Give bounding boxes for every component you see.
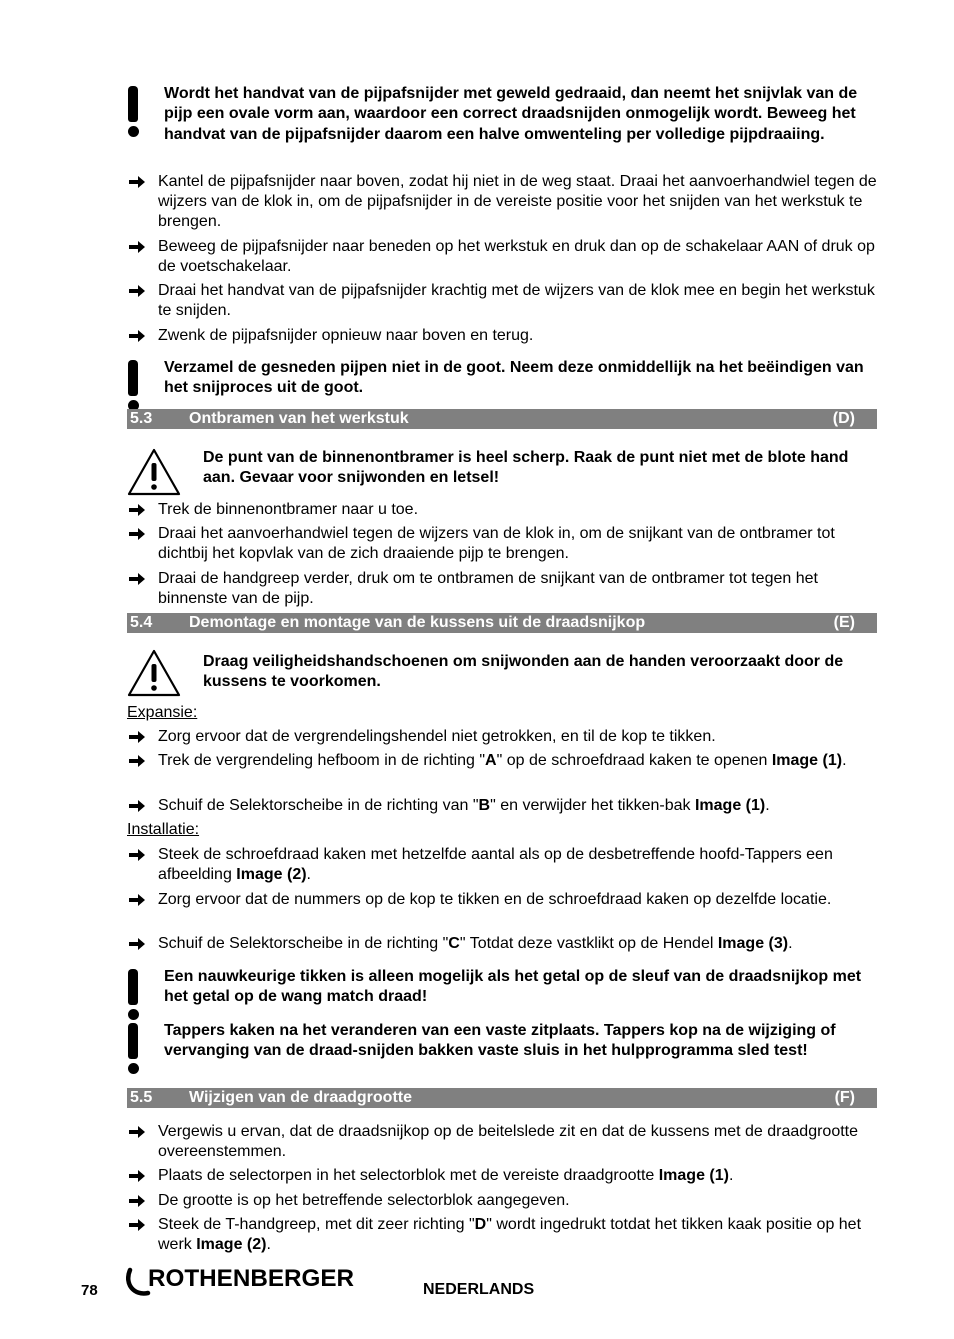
list-item: De grootte is op het betreffende selectorblok aangegeven. [129, 1191, 877, 1211]
svg-text:ROTHENBERGER: ROTHENBERGER [148, 1265, 354, 1292]
list-item: Vergewis u ervan, dat de draadsnijkop op de beitelslede zit en dat de kussens met de draadgrootte overeenstemmen. [129, 1122, 877, 1162]
arrow-right-icon [129, 569, 145, 585]
warning-triangle-icon [127, 448, 181, 496]
notice-text: Tappers kaken na het veranderen van een vaste zitplaats. Tappers kop na de wijziging of vervanging van de draad-snijden bakken vaste sluis in het hulpprogramma sled test! [164, 1022, 836, 1060]
list-item: Schuif de Selektorscheibe in de richting "C" Totdat deze vastklikt op de Hendel Image (3). [129, 934, 877, 954]
list-item: Steek de T-handgreep, met dit zeer richting "D" wordt ingedrukt totdat het tikken kaak positie op het werk Image (2). [129, 1215, 877, 1255]
list-item: Zorg ervoor dat de nummers op de kop te tikken en de schroefdraad kaken op dezelfde locatie. [129, 890, 877, 910]
list-item: Draai het handvat van de pijpafsnijder krachtig met de wijzers van de klok mee en begin het werkstuk te snijden. [129, 281, 877, 321]
list-item: Kantel de pijpafsnijder naar boven, zodat hij niet in de weg staat. Draai het aanvoerhandwiel tegen de wijzers van de klok in, om de pijpafsnijder in de vereiste positie voor het snijden van het werkstuk te brengen. [129, 172, 877, 233]
list-item: Trek de vergrendeling hefboom in de richting "A" op de schroefdraad kaken te openen Image (1). [129, 751, 877, 771]
subheading-installatie: Installatie: [127, 821, 200, 838]
list-item: Plaats de selectorpen in het selectorblok met de vereiste draadgrootte Image (1). [129, 1166, 877, 1186]
notice-text: Een nauwkeurige tikken is alleen mogelijk als het getal op de sleuf van de draadsnijkop met het getal op de wang match draad! [164, 968, 862, 1006]
caution-notice [127, 84, 877, 145]
arrow-right-icon [129, 890, 145, 906]
warning-text: De punt van de binnenontbramer is heel scherp. Raak de punt niet met de blote hand aan. Gevaar voor snijwonden en letsel! [203, 449, 849, 487]
arrow-right-icon [129, 237, 145, 253]
arrow-right-icon [129, 281, 145, 297]
arrow-right-icon [129, 751, 145, 767]
list-item: Schuif de Selektorscheibe in de richting van "B" en verwijder het tikken-bak Image (1). [129, 796, 877, 816]
section-heading-5-5: 5.5 Wijzigen van de draadgrootte (F) [127, 1088, 877, 1108]
arrow-right-icon [129, 796, 145, 812]
list-item: Zwenk de pijpafsnijder opnieuw naar boven en terug. [129, 326, 877, 346]
list-item: Steek de schroefdraad kaken met hetzelfde aantal als op de desbetreffende hoofd-Tappers een afbeelding Image (2). [129, 845, 877, 885]
list-item: Draai de handgreep verder, druk om te ontbramen de snijkant van de ontbramer tot tegen het binnenste van de pijp. [129, 569, 877, 609]
caution-notice [127, 1021, 877, 1062]
list-item: Trek de binnenontbramer naar u toe. [129, 500, 877, 520]
page-number: 78 [81, 1282, 98, 1299]
arrow-right-icon [129, 326, 145, 342]
language-label: NEDERLANDS [423, 1281, 535, 1298]
arrow-right-icon [129, 845, 145, 861]
notice-text: Wordt het handvat van de pijpafsnijder met geweld gedraaid, dan neemt het snijvlak van de pijp een ovale vorm aan, waardoor een correct draadsnijden onmogelijk wordt. Beweeg het handvat van de pijpafsnijder daarom een halve omwenteling per volledige pijpdraaiing. [164, 85, 858, 143]
arrow-right-icon [129, 500, 145, 516]
list-item: Zorg ervoor dat de vergrendelingshendel niet getrokken, en til de kop te tikken. [129, 727, 877, 747]
warning-triangle-icon [127, 649, 181, 697]
list-item: Beweeg de pijpafsnijder naar beneden op het werkstuk en druk dan op de schakelaar AAN of druk op de voetschakelaar. [129, 237, 877, 277]
arrow-right-icon [129, 934, 145, 950]
arrow-right-icon [129, 172, 145, 188]
exclamation-icon [127, 1023, 141, 1074]
caution-notice [127, 967, 877, 1008]
exclamation-icon [127, 86, 141, 137]
arrow-right-icon [129, 524, 145, 540]
section-heading-5-4: 5.4 Demontage en montage van de kussens uit de draadsnijkop (E) [127, 613, 877, 633]
section-heading-5-3: 5.3 Ontbramen van het werkstuk (D) [127, 409, 877, 429]
arrow-right-icon [129, 1166, 145, 1182]
rothenberger-logo [126, 1262, 362, 1303]
warning-text: Draag veiligheidshandschoenen om snijwonden aan de handen veroorzaakt door de kussens te voorkomen. [203, 653, 844, 691]
arrow-right-icon [129, 1191, 145, 1207]
arrow-right-icon [129, 727, 145, 743]
warning-notice [127, 448, 877, 489]
exclamation-icon [127, 360, 141, 411]
arrow-right-icon [129, 1215, 145, 1231]
caution-notice [127, 358, 877, 399]
subheading-expansie: Expansie: [127, 704, 198, 721]
arrow-right-icon [129, 1122, 145, 1138]
warning-notice [127, 649, 877, 693]
notice-text: Verzamel de gesneden pijpen niet in de goot. Neem deze onmiddellijk na het beëindigen van het snijproces uit de goot. [164, 359, 864, 397]
list-item: Draai het aanvoerhandwiel tegen de wijzers van de klok in, om de snijkant van de ontbramer tot dichtbij het kopvlak van de zich draaiende pijp te brengen. [129, 524, 877, 564]
exclamation-icon [127, 969, 141, 1020]
